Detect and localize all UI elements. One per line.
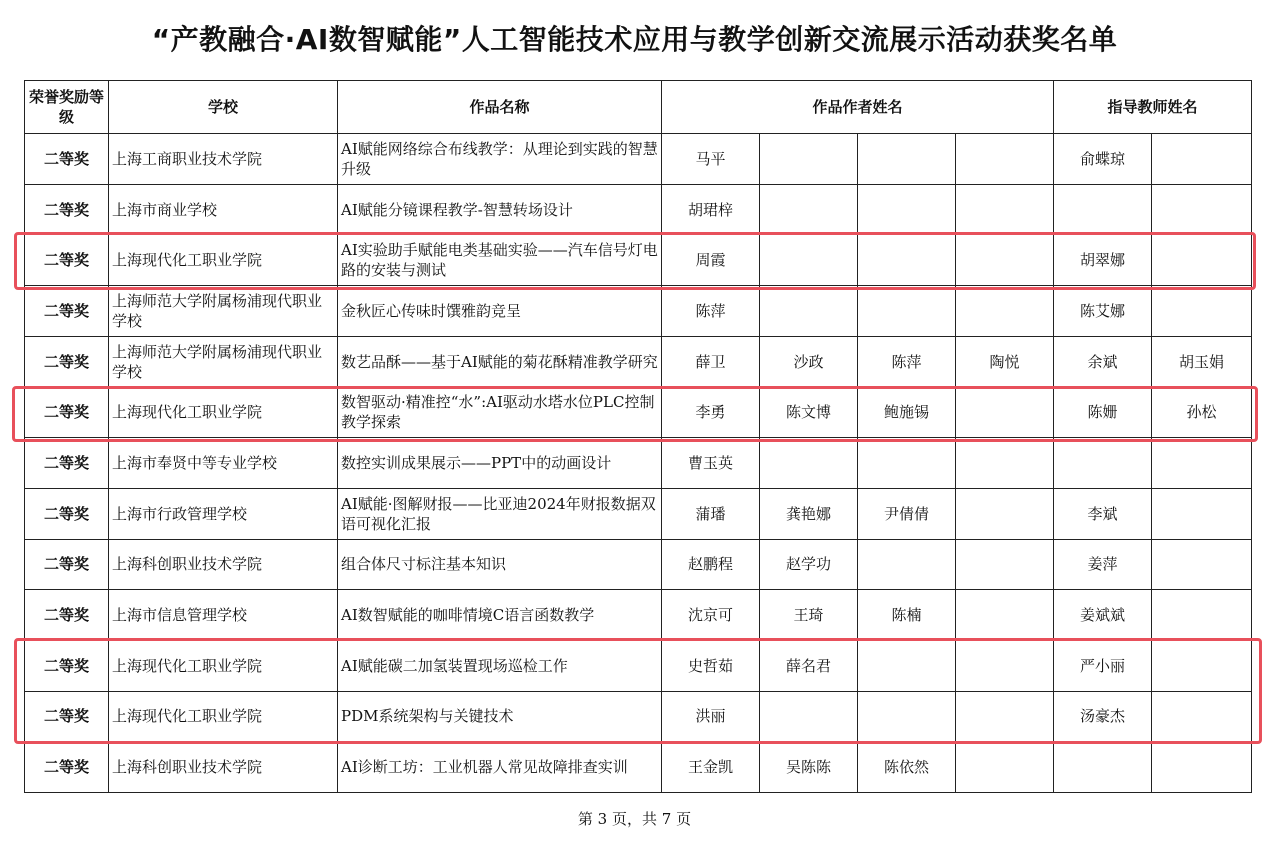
table-row [25,438,1252,489]
author-cell [956,134,1054,185]
teacher-cell [1152,742,1252,793]
author-cell [956,438,1054,489]
award-level-cell: 二等奖 [25,286,109,337]
award-level-cell: 二等奖 [25,539,109,590]
award-level-cell: 二等奖 [25,134,109,185]
work-title-cell: 组合体尺寸标注基本知识 [338,539,662,590]
work-title-cell: 金秋匠心传味时馔雅韵竞呈 [338,286,662,337]
author-cell: 龚艳娜 [760,488,858,539]
author-cell [956,286,1054,337]
work-title-cell: AI实验助手赋能电类基础实验——汽车信号灯电路的安装与测试 [338,235,662,286]
teacher-cell [1152,539,1252,590]
author-cell: 吴陈陈 [760,742,858,793]
work-title-cell: 数智驱动·精准控“水”:AI驱动水塔水位PLC控制教学探索 [338,387,662,438]
teacher-cell [1152,590,1252,641]
table-row [25,488,1252,539]
author-cell [858,640,956,691]
work-title-cell: AI赋能分镜课程教学-智慧转场设计 [338,184,662,235]
author-cell [956,742,1054,793]
author-cell: 沈京可 [662,590,760,641]
table-body [25,134,1252,793]
teacher-cell: 李斌 [1054,488,1152,539]
table-row [25,336,1252,387]
teacher-cell [1152,235,1252,286]
author-cell [858,134,956,185]
teacher-cell: 姜斌斌 [1054,590,1152,641]
teacher-cell [1152,286,1252,337]
author-cell [956,235,1054,286]
author-cell: 赵学功 [760,539,858,590]
table-row [25,387,1252,438]
award-level-cell: 二等奖 [25,438,109,489]
author-cell [760,691,858,742]
school-cell: 上海现代化工职业学院 [109,235,338,286]
teacher-cell [1152,691,1252,742]
author-cell [858,438,956,489]
award-level-cell: 二等奖 [25,640,109,691]
author-cell: 蒲璠 [662,488,760,539]
teacher-cell: 俞蝶琼 [1054,134,1152,185]
school-cell: 上海工商职业技术学院 [109,134,338,185]
author-cell: 李勇 [662,387,760,438]
author-cell: 尹倩倩 [858,488,956,539]
teacher-cell [1152,134,1252,185]
work-title-cell: AI赋能·图解财报——比亚迪2024年财报数据双语可视化汇报 [338,488,662,539]
teacher-cell: 严小丽 [1054,640,1152,691]
teacher-cell: 胡玉娟 [1152,336,1252,387]
table-row [25,286,1252,337]
school-cell: 上海市行政管理学校 [109,488,338,539]
author-cell [760,134,858,185]
teacher-cell [1152,438,1252,489]
author-cell: 胡珺梓 [662,184,760,235]
teacher-cell: 胡翠娜 [1054,235,1152,286]
author-cell [956,539,1054,590]
table-row [25,184,1252,235]
awards-table [24,80,1252,793]
author-cell: 陈萍 [662,286,760,337]
school-cell: 上海现代化工职业学院 [109,387,338,438]
table-row [25,691,1252,742]
table-header-row [25,81,1252,134]
award-level-cell: 二等奖 [25,691,109,742]
author-cell: 洪丽 [662,691,760,742]
header-teachers: 指导教师姓名 [1054,81,1252,134]
author-cell [956,184,1054,235]
teacher-cell: 汤豪杰 [1054,691,1152,742]
author-cell: 陈依然 [858,742,956,793]
teacher-cell: 余斌 [1054,336,1152,387]
award-level-cell: 二等奖 [25,235,109,286]
author-cell [760,184,858,235]
author-cell: 马平 [662,134,760,185]
author-cell: 鲍施锡 [858,387,956,438]
author-cell: 薛卫 [662,336,760,387]
school-cell: 上海市商业学校 [109,184,338,235]
author-cell [956,691,1054,742]
school-cell: 上海现代化工职业学院 [109,691,338,742]
work-title-cell: AI数智赋能的咖啡情境C语言函数教学 [338,590,662,641]
author-cell [956,590,1054,641]
author-cell: 陈楠 [858,590,956,641]
table-row [25,590,1252,641]
table-row [25,640,1252,691]
author-cell: 史哲茹 [662,640,760,691]
teacher-cell: 姜萍 [1054,539,1152,590]
author-cell [956,387,1054,438]
teacher-cell [1054,184,1152,235]
author-cell: 赵鹏程 [662,539,760,590]
teacher-cell [1152,488,1252,539]
table-row [25,134,1252,185]
table-row [25,539,1252,590]
school-cell: 上海科创职业技术学院 [109,539,338,590]
author-cell [858,184,956,235]
teacher-cell: 孙松 [1152,387,1252,438]
author-cell [956,640,1054,691]
school-cell: 上海科创职业技术学院 [109,742,338,793]
teacher-cell [1054,438,1152,489]
table-row [25,742,1252,793]
header-work: 作品名称 [338,81,662,134]
work-title-cell: 数艺品酥——基于AI赋能的菊花酥精准教学研究 [338,336,662,387]
author-cell [858,539,956,590]
author-cell [858,235,956,286]
award-level-cell: 二等奖 [25,488,109,539]
author-cell [956,488,1054,539]
author-cell [760,235,858,286]
work-title-cell: AI赋能网络综合布线教学：从理论到实践的智慧升级 [338,134,662,185]
author-cell: 周霞 [662,235,760,286]
teacher-cell [1152,640,1252,691]
author-cell [760,438,858,489]
teacher-cell: 陈艾娜 [1054,286,1152,337]
page-footer: 第 3 页，共 7 页 [577,810,692,828]
author-cell: 王琦 [760,590,858,641]
author-cell: 沙政 [760,336,858,387]
author-cell: 陈文博 [760,387,858,438]
author-cell [858,286,956,337]
work-title-cell: AI赋能碳二加氢装置现场巡检工作 [338,640,662,691]
award-level-cell: 二等奖 [25,387,109,438]
author-cell [858,691,956,742]
author-cell: 曹玉英 [662,438,760,489]
header-level: 荣誉奖励等级 [25,81,109,134]
header-authors: 作品作者姓名 [662,81,1054,134]
header-school: 学校 [109,81,338,134]
author-cell: 陈萍 [858,336,956,387]
award-level-cell: 二等奖 [25,184,109,235]
school-cell: 上海市信息管理学校 [109,590,338,641]
page-title: “产教融合·AI数智赋能”人工智能技术应用与教学创新交流展示活动获奖名单 [151,23,1118,56]
award-level-cell: 二等奖 [25,590,109,641]
author-cell: 薛名君 [760,640,858,691]
award-level-cell: 二等奖 [25,742,109,793]
school-cell: 上海市奉贤中等专业学校 [109,438,338,489]
teacher-cell: 陈姗 [1054,387,1152,438]
school-cell: 上海师范大学附属杨浦现代职业学校 [109,336,338,387]
author-cell [760,286,858,337]
table-row [25,235,1252,286]
teacher-cell [1054,742,1152,793]
author-cell: 王金凯 [662,742,760,793]
award-level-cell: 二等奖 [25,336,109,387]
teacher-cell [1152,184,1252,235]
work-title-cell: 数控实训成果展示——PPT中的动画设计 [338,438,662,489]
work-title-cell: AI诊断工坊：工业机器人常见故障排查实训 [338,742,662,793]
school-cell: 上海现代化工职业学院 [109,640,338,691]
school-cell: 上海师范大学附属杨浦现代职业学校 [109,286,338,337]
author-cell: 陶悦 [956,336,1054,387]
work-title-cell: PDM系统架构与关键技术 [338,691,662,742]
